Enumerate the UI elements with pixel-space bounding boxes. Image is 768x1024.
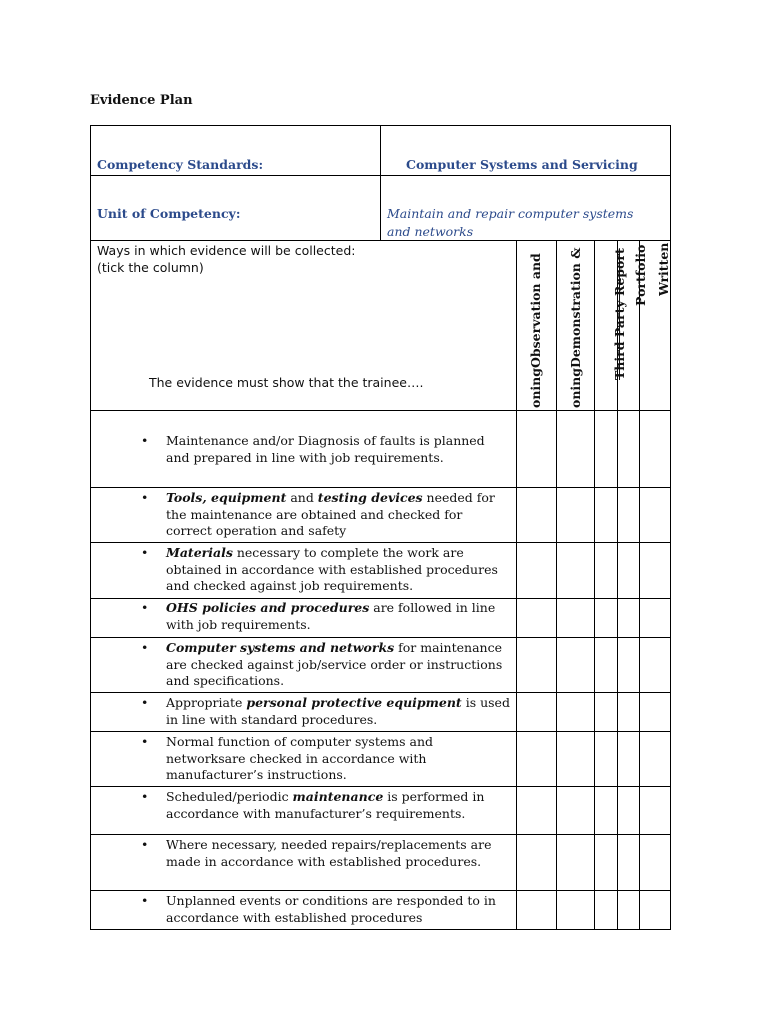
row-divider — [91, 834, 670, 835]
column-divider — [556, 240, 557, 929]
header-divider-vertical — [380, 126, 381, 240]
column-header-observation: oningObservation and — [528, 253, 543, 408]
header-table — [90, 125, 671, 241]
row-divider — [91, 692, 670, 693]
column-divider — [639, 240, 640, 929]
document-title: Evidence Plan — [90, 93, 193, 108]
row-divider — [91, 637, 670, 638]
row-divider — [91, 786, 670, 787]
row-divider — [91, 598, 670, 599]
evidence-statement: The evidence must show that the trainee…. — [149, 375, 424, 390]
column-header-portfolio: Portfolio — [633, 244, 648, 306]
row-divider — [91, 542, 670, 543]
row-divider — [91, 731, 670, 732]
instructions-line-2: (tick the column) — [97, 260, 204, 275]
column-header-third-party-report: Third Party Report — [612, 248, 627, 380]
row-divider — [91, 487, 670, 488]
unit-of-competency-label: Unit of Competency: — [97, 206, 241, 221]
column-header-written: Written — [656, 242, 671, 296]
evidence-table: Ways in which evidence will be collected: (tick the column) The evidence must show that the trainee…. oningObservation and oningDemonstration & Third Party Report Portfolio Written • Maintenance and/or Diagnosis of faults is planned and prepared in line with job requirements. • Tools, equipment and testing devices needed for the maintenance are obtained and checked for correct operation and safety • Materials necessary to complete the work are obtained in accordance with established procedures and checked against job requirements. • OHS policies and procedures are followed in line with job requirements. • Computer systems and networks for maintenance are checked against job/service order or instructions and specifications. • Appropriate personal protective equipment is used in line with standard procedures. • Normal function of computer systems and networksare checked in accordance with manufacturer’s instructions. • Scheduled/periodic maintenance is performed in accordance with manufacturer’s requirements. • Where necessary, needed repairs/replacements are made in accordance with established procedures. • Unplanned events or conditions are responded to in accordance with established procedures — [90, 240, 671, 930]
collection-instructions — [97, 242, 397, 276]
unit-of-competency-value: Maintain and repair computer systems and networks — [387, 206, 634, 239]
row-divider — [91, 890, 670, 891]
column-header-demonstration: oningDemonstration & — [568, 247, 583, 408]
competency-standards-label: Competency Standards: — [97, 157, 264, 172]
column-divider — [594, 240, 595, 929]
instructions-line-1: Ways in which evidence will be collected: — [97, 243, 356, 258]
competency-standards-value: Computer Systems and Servicing — [406, 157, 638, 172]
row-divider — [91, 410, 670, 411]
column-divider — [516, 240, 517, 929]
header-divider-horizontal — [91, 175, 670, 176]
